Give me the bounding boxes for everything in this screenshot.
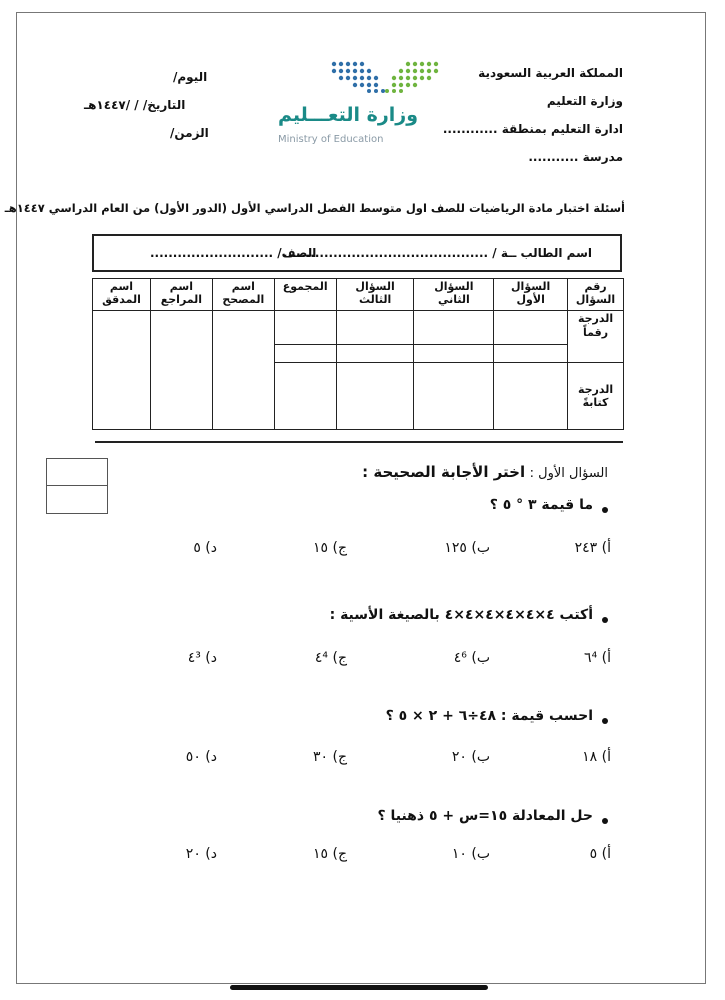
- grade-cell[interactable]: [414, 363, 494, 430]
- grade-numeric-row: [93, 311, 624, 344]
- grade-cell[interactable]: [274, 344, 336, 362]
- ministry-label: وزارة التعليم: [546, 94, 623, 108]
- q2-option-d[interactable]: د) ٤³: [187, 650, 217, 666]
- section-score-box[interactable]: [46, 458, 108, 514]
- q4-option-c[interactable]: ج) ١٥: [313, 846, 347, 862]
- score-box-bottom[interactable]: [47, 486, 107, 513]
- grader-cell[interactable]: [212, 311, 274, 430]
- header-question-number: رقم السؤال: [568, 279, 624, 311]
- grade-numeric-label: الدرجة رقماً: [568, 311, 624, 363]
- divider-line: [95, 441, 623, 443]
- q1-option-d[interactable]: د) ٥: [193, 540, 217, 556]
- kingdom-label: المملكة العربية السعودية: [478, 66, 623, 80]
- exam-title: أسئلة اختبار مادة الرياضيات للصف اول متوسط الفصل الدراسي الأول (الدور الأول) من العام الدراسي ١٤٤٧هـ: [4, 201, 625, 215]
- q1-option-a[interactable]: أ) ٢٤٣: [574, 540, 611, 556]
- auditor-cell[interactable]: [93, 311, 151, 430]
- header-grader: اسم المصحح: [212, 279, 274, 311]
- grade-cell[interactable]: [274, 363, 336, 430]
- grades-header-row: [93, 279, 624, 311]
- day-label: اليوم/: [173, 70, 208, 84]
- q3-option-c[interactable]: ج) ٣٠: [313, 749, 347, 765]
- grade-cell[interactable]: [274, 311, 336, 344]
- header-q1: السؤال الأول: [494, 279, 568, 311]
- logo-english-text: Ministry of Education: [278, 134, 384, 145]
- bullet-icon: [602, 507, 608, 513]
- q1-option-b[interactable]: ب) ١٢٥: [444, 540, 490, 556]
- grade-cell[interactable]: [336, 344, 414, 362]
- grade-cell[interactable]: [494, 344, 568, 362]
- header-auditor: اسم المدقق: [93, 279, 151, 311]
- grade-cell[interactable]: [414, 311, 494, 344]
- student-info-box: [92, 234, 622, 272]
- q4-option-d[interactable]: د) ٢٠: [185, 846, 217, 862]
- q2-option-c[interactable]: ج) ٤⁴: [314, 650, 347, 666]
- reviewer-cell[interactable]: [150, 311, 212, 430]
- grade-cell[interactable]: [336, 311, 414, 344]
- logo-dots-icon: [330, 60, 440, 94]
- q2-option-b[interactable]: ب) ٤⁶: [453, 650, 490, 666]
- bullet-icon: [602, 818, 608, 824]
- header-reviewer: اسم المراجع: [150, 279, 212, 311]
- time-label: الزمن/: [170, 126, 209, 140]
- q3-option-b[interactable]: ب) ٢٠: [451, 749, 490, 765]
- section-prefix: السؤال الأول :: [529, 466, 608, 481]
- bullet-icon: [602, 617, 608, 623]
- grade-written-label: الدرجة كتابةً: [568, 363, 624, 430]
- header-q2: السؤال الثاني: [414, 279, 494, 311]
- q4-option-b[interactable]: ب) ١٠: [451, 846, 490, 862]
- question-3-text: احسب قيمة : ٤٨÷٦ + ٢ × ٥ ؟: [385, 708, 593, 724]
- header-q3: السؤال الثالث: [336, 279, 414, 311]
- grade-cell[interactable]: [494, 311, 568, 344]
- bullet-icon: [602, 718, 608, 724]
- logo-arabic-text: وزارة التعـــليم: [278, 104, 419, 126]
- date-label: التاريخ/ / /١٤٤٧هـ: [84, 98, 186, 112]
- question-4-text: حل المعادلة ١٥=س + ٥ ذهنيا ؟: [377, 808, 593, 824]
- section-title: اختر الأجابة الصحيحة :: [362, 463, 526, 481]
- student-name-label: اسم الطالب ــة / .............................................: [282, 246, 592, 260]
- grades-table: [92, 278, 624, 430]
- region-label: ادارة التعليم بمنطقة ............: [442, 122, 623, 136]
- q2-option-a[interactable]: أ) ٦⁴: [584, 650, 611, 666]
- student-class-label: الصف/ ...........................: [150, 246, 317, 260]
- q1-option-c[interactable]: ج) ١٥: [313, 540, 347, 556]
- grade-cell[interactable]: [494, 363, 568, 430]
- section-heading: [362, 463, 608, 481]
- q4-option-a[interactable]: أ) ٥: [589, 846, 611, 862]
- grade-cell[interactable]: [336, 363, 414, 430]
- grade-cell[interactable]: [414, 344, 494, 362]
- ministry-logo: [272, 60, 442, 150]
- q3-option-d[interactable]: د) ٥٠: [185, 749, 217, 765]
- header-total: المجموع: [274, 279, 336, 311]
- q3-option-a[interactable]: أ) ١٨: [582, 749, 611, 765]
- home-indicator[interactable]: [230, 985, 488, 990]
- school-label: مدرسة ...........: [528, 150, 623, 164]
- score-box-top[interactable]: [47, 459, 107, 486]
- question-1-text: ما قيمة ٣ ° ٥ ؟: [489, 497, 593, 513]
- question-2-text: أكتب ٤×٤×٤×٤×٤×٤ بالصيغة الأسية :: [329, 607, 593, 623]
